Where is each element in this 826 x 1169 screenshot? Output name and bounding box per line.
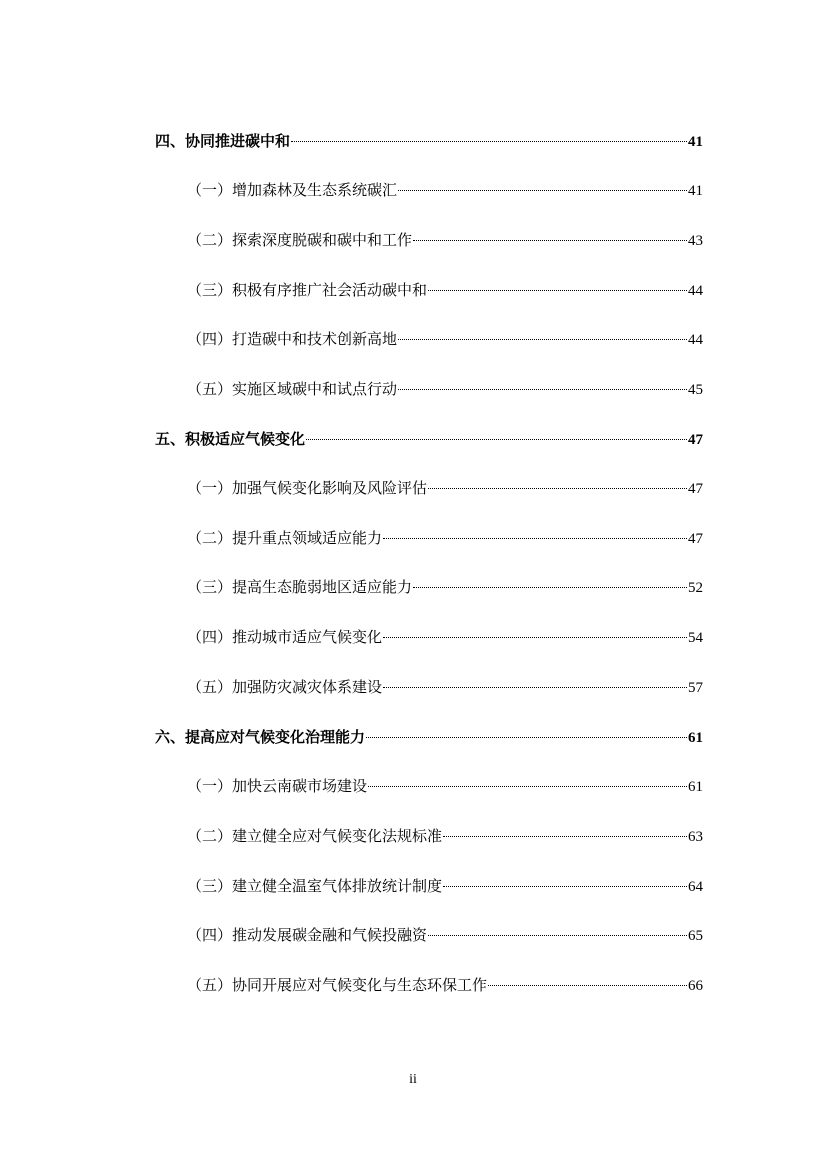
toc-entry-title: 六、提高应对气候变化治理能力: [155, 728, 366, 746]
toc-entry-page: 44: [688, 332, 703, 348]
dot-leader: [428, 290, 687, 291]
toc-entry-page: 47: [688, 531, 703, 547]
dot-leader: [398, 190, 687, 191]
toc-entry[interactable]: [187, 180, 703, 201]
dot-leader: [428, 935, 687, 936]
toc-entry-page: 61: [688, 730, 703, 746]
toc-entry-title: （四）打造碳中和技术创新高地: [187, 330, 398, 348]
toc-entry-page: 47: [688, 481, 703, 497]
toc-entry[interactable]: [155, 131, 703, 152]
toc-entry-title: （二）提升重点领域适应能力: [187, 529, 383, 547]
toc-entry-page: 54: [688, 630, 703, 646]
toc-entry-page: 64: [688, 879, 703, 895]
dot-leader: [428, 488, 687, 489]
toc-entry-title: （二）建立健全应对气候变化法规标准: [187, 827, 443, 845]
toc-entry-page: 45: [688, 382, 703, 398]
toc-entry-title: （五）加强防灾减灾体系建设: [187, 678, 383, 696]
toc-entry[interactable]: [187, 876, 703, 897]
toc-entry-title: 四、协同推进碳中和: [155, 132, 291, 150]
dot-leader: [383, 637, 687, 638]
dot-leader: [398, 389, 687, 390]
toc-entry-title: （三）提高生态脆弱地区适应能力: [187, 578, 413, 596]
toc-entry-page: 41: [688, 134, 703, 150]
dot-leader: [398, 339, 687, 340]
toc-entry[interactable]: [187, 528, 703, 549]
toc-entry[interactable]: [187, 776, 703, 797]
toc-entry-title: （四）推动发展碳金融和气候投融资: [187, 926, 428, 944]
dot-leader: [413, 240, 687, 241]
dot-leader: [413, 587, 687, 588]
toc-entry[interactable]: [187, 329, 703, 350]
toc-entry-page: 43: [688, 233, 703, 249]
dot-leader: [291, 141, 687, 142]
toc-entry-page: 63: [688, 829, 703, 845]
page-number-footer: ii: [409, 1072, 417, 1087]
toc-entry[interactable]: [187, 280, 703, 301]
toc-entry-title: 五、积极适应气候变化: [155, 430, 306, 448]
dot-leader: [488, 985, 687, 986]
toc-entry[interactable]: [187, 925, 703, 946]
toc-entry-title: （一）加快云南碳市场建设: [187, 777, 368, 795]
dot-leader: [306, 439, 687, 440]
toc-entry[interactable]: [187, 677, 703, 698]
toc-entry[interactable]: [155, 429, 703, 450]
toc-entry[interactable]: [187, 577, 703, 598]
toc-entry[interactable]: [187, 230, 703, 251]
dot-leader: [443, 836, 687, 837]
toc-entry[interactable]: [187, 975, 703, 996]
toc-entry-title: （一）增加森林及生态系统碳汇: [187, 181, 398, 199]
dot-leader: [366, 737, 687, 738]
toc-entry[interactable]: [187, 826, 703, 847]
toc-entry-title: （一）加强气候变化影响及风险评估: [187, 479, 428, 497]
toc-entry-title: （五）实施区域碳中和试点行动: [187, 380, 398, 398]
toc-entry-title: （二）探索深度脱碳和碳中和工作: [187, 231, 413, 249]
dot-leader: [383, 538, 687, 539]
toc-entry-page: 65: [688, 928, 703, 944]
toc-entry-title: （五）协同开展应对气候变化与生态环保工作: [187, 976, 488, 994]
toc-entry-page: 52: [688, 580, 703, 596]
dot-leader: [368, 786, 687, 787]
toc-entry[interactable]: [187, 627, 703, 648]
toc-entry-page: 57: [688, 680, 703, 696]
toc-entry-page: 66: [688, 978, 703, 994]
toc-entry-title: （三）积极有序推广社会活动碳中和: [187, 281, 428, 299]
toc-entry-page: 44: [688, 283, 703, 299]
toc-entry[interactable]: [187, 379, 703, 400]
toc-entry-page: 47: [688, 432, 703, 448]
dot-leader: [443, 886, 687, 887]
dot-leader: [383, 687, 687, 688]
toc-entry-page: 61: [688, 779, 703, 795]
toc-entry[interactable]: [155, 727, 703, 748]
toc-entry[interactable]: [187, 478, 703, 499]
toc-entry-title: （三）建立健全温室气体排放统计制度: [187, 877, 443, 895]
toc-entry-title: （四）推动城市适应气候变化: [187, 628, 383, 646]
toc-entry-page: 41: [688, 183, 703, 199]
